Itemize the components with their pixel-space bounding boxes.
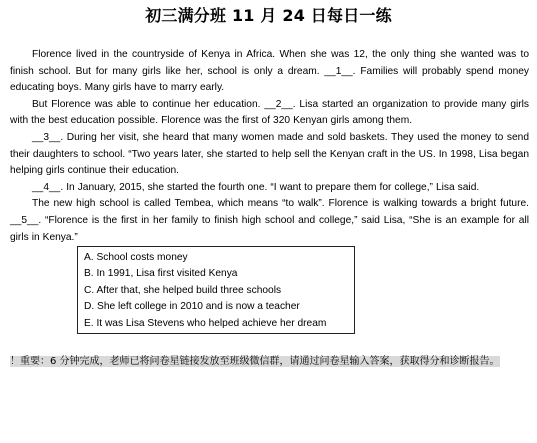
answer-options-box [77,246,355,334]
passage-paragraph-3: __3__. During her visit, she heard that many women made and sold baskets. They used the money to send their daughters to school. “Two years later, she started to help sell the Kenyan craft in the US. In 1998, Lisa began helping girls continue their education. [10,131,529,177]
option-a: A. School costs money [84,252,188,263]
passage-paragraph-5: The new high school is called Tembea, which means “to walk”. Florence is walking towards a bright future. __5__. “Florence is the first in her family to finish high school and college,” said Lisa, “She is an example for all girls in Kenya.” [10,198,529,243]
page-title: 初三满分班 11 月 24 日每日一练 [145,6,392,25]
passage-paragraph-2: But Florence was able to continue her education. __2__. Lisa started an organization to provide many girls with the best education possible. Florence was the first of 320 Kenyan girls among them. [10,98,529,127]
option-d: D. She left college in 2010 and is now a teacher [84,301,300,313]
passage-paragraph-4: __4__. In January, 2015, she started the fourth one. “I want to prepare them for college,” Lisa said. [32,181,480,193]
important-notice [10,353,531,370]
passage-paragraph-1: Florence lived in the countryside of Kenya in Africa. When she was 12, the only thing she wanted was to finish school. But for many girls like her, school is only a dream. __1__. Families will probably spend money educating boys. Many girls have to marry early. [10,49,529,94]
option-b: B. In 1991, Lisa first visited Kenya [84,268,238,280]
reading-passage [10,47,529,246]
option-e: E. It was Lisa Stevens who helped achieve her dream [84,317,327,329]
notice-text: ！重要：6 分钟完成，老师已将问卷星链接发放至班级微信群，请通过问卷星输入答案，获取得分和诊断报告。 [10,356,500,367]
option-c: C. After that, she helped build three schools [84,284,282,296]
